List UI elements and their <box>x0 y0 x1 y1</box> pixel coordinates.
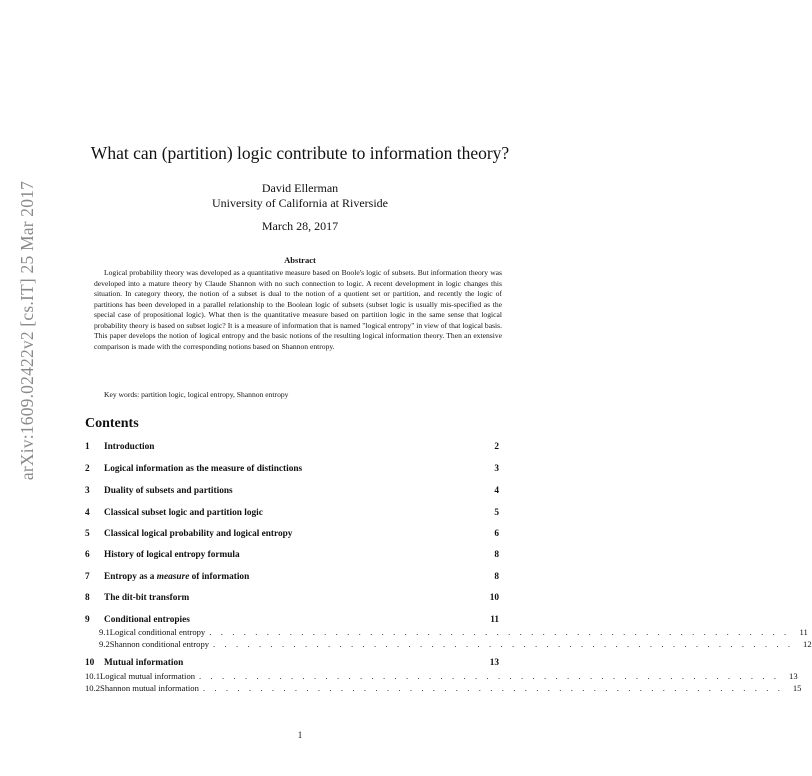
toc-entry[interactable] <box>85 614 499 626</box>
toc-entry-label: Classical subset logic and partition logic <box>104 508 263 518</box>
toc-entry-page: 3 <box>494 464 499 474</box>
page-number: 1 <box>297 730 303 740</box>
author-affiliation: University of California at Riverside <box>212 196 388 210</box>
toc-entry-number: 10.2 <box>85 683 101 693</box>
toc-leader: . . . . . . . . . . . . . . . . . . . . . . . . . . . . . . . . . . . . . . . . . . . . . . . . . . . <box>213 639 794 649</box>
toc-entry-page: 6 <box>494 529 499 539</box>
toc-entry-label: Logical conditional entropy <box>109 627 206 637</box>
abstract-body: Logical probability theory was developed as a quantitative measure based on Boole's logic of subsets. But information theory was developed into a mature theory by Claude Shannon with no such connection to logic. A recent development in logic changes this situation. In category theory, the notion of a subset is dual to the notion of a quotient set or partition, and recently the logic of partitions has been developed in a parallel relationship to the Boolean logic of subsets (subset logic is usually mis-specified as the special case of propositional logic). What then is the quantitative measure based on partition logic in the same sense that logical probability theory is based on subset logic? It is a measure of information that is named "logical entropy" in view of that logical basis. This paper develops the notion of logical entropy and the basic notions of the resulting logical information theory. Then an extensive comparison is made with the corresponding notions based on Shannon entropy. <box>94 268 502 351</box>
toc-entry-label <box>104 571 249 583</box>
toc-entry[interactable] <box>85 549 499 561</box>
toc-entry-label-emphasis: measure <box>156 572 190 582</box>
toc-entry-label: Shannon conditional entropy <box>109 639 210 649</box>
toc-leader: . . . . . . . . . . . . . . . . . . . . . . . . . . . . . . . . . . . . . . . . . . . . . . . . . . . <box>202 683 784 693</box>
toc-entry-label: Introduction <box>104 442 155 452</box>
toc-entry[interactable] <box>85 485 499 497</box>
toc-entry-number: 9.1 <box>99 627 110 637</box>
toc-entry-number: 4 <box>85 508 90 518</box>
toc-entry[interactable] <box>85 592 499 604</box>
toc-entry[interactable] <box>85 657 499 669</box>
toc-subentry[interactable] <box>85 638 812 650</box>
toc-entry-label-pre: Entropy as a <box>104 572 157 582</box>
toc-entry[interactable] <box>85 528 499 540</box>
toc-entry-page: 8 <box>494 550 499 560</box>
toc-entry-label: Logical mutual information <box>100 671 196 681</box>
toc-entry-label: Shannon mutual information <box>100 683 199 693</box>
toc-entry[interactable] <box>85 463 499 475</box>
toc-entry[interactable] <box>85 441 499 453</box>
toc-entry-page: 15 <box>792 683 802 693</box>
toc-entry-number: 9.2 <box>99 639 110 649</box>
toc-entry-label: Duality of subsets and partitions <box>104 486 233 496</box>
toc-entry-page: 13 <box>489 658 499 668</box>
toc-entry-page: 11 <box>799 627 808 637</box>
arxiv-stamp-text: arXiv:1609.02422v2 [cs.IT] 25 Mar 2017 <box>17 180 38 480</box>
toc-subentry[interactable] <box>85 670 798 682</box>
keywords: Key words: partition logic, logical entropy, Shannon entropy <box>104 390 289 399</box>
toc-entry-label: The dit-bit transform <box>104 593 190 603</box>
toc-entry-number: 6 <box>85 550 90 560</box>
toc-entry-page: 5 <box>494 508 499 518</box>
toc-entry-page: 12 <box>803 639 812 649</box>
toc-entry-label: History of logical entropy formula <box>104 550 240 560</box>
toc-entry-number: 7 <box>85 572 90 582</box>
toc-entry-label: Mutual information <box>104 658 184 668</box>
toc-subentry[interactable] <box>85 682 802 694</box>
toc-entry-page: 8 <box>494 572 499 582</box>
toc-entry-page: 11 <box>490 615 499 625</box>
toc-entry-page: 4 <box>494 486 499 496</box>
toc-entry-number: 10.1 <box>85 671 101 681</box>
paper-title: What can (partition) logic contribute to information theory? <box>90 143 510 163</box>
toc-entry-page: 13 <box>789 671 798 681</box>
toc-entry-label: Classical logical probability and logical entropy <box>104 529 293 539</box>
author-name: David Ellerman <box>261 181 339 195</box>
toc-entry-number: 8 <box>85 593 90 603</box>
toc-entry-label: Conditional entropies <box>104 615 190 625</box>
toc-entry-number: 1 <box>85 442 90 452</box>
toc-entry-label-post: of information <box>189 572 250 582</box>
paper-date: March 28, 2017 <box>261 219 339 233</box>
toc-entry-number: 3 <box>85 486 90 496</box>
toc-entry-page: 2 <box>494 442 499 452</box>
toc-entry-number: 10 <box>85 658 95 668</box>
toc-leader: . . . . . . . . . . . . . . . . . . . . . . . . . . . . . . . . . . . . . . . . . . . . . . . . . . . <box>199 671 780 681</box>
toc-entry[interactable] <box>85 571 499 583</box>
abstract-heading: Abstract <box>284 255 316 265</box>
toc-leader: . . . . . . . . . . . . . . . . . . . . . . . . . . . . . . . . . . . . . . . . . . . . . . . . . . . <box>209 627 790 637</box>
toc-entry-number: 5 <box>85 529 90 539</box>
arxiv-stamp <box>10 120 46 540</box>
toc-entry-label: Logical information as the measure of distinctions <box>104 464 303 474</box>
toc-entry[interactable] <box>85 507 499 519</box>
toc-entry-number: 9 <box>85 615 90 625</box>
contents-heading: Contents <box>85 416 139 431</box>
toc-entry-page: 10 <box>489 593 499 603</box>
toc-subentry[interactable] <box>85 626 808 638</box>
toc-entry-number: 2 <box>85 464 90 474</box>
